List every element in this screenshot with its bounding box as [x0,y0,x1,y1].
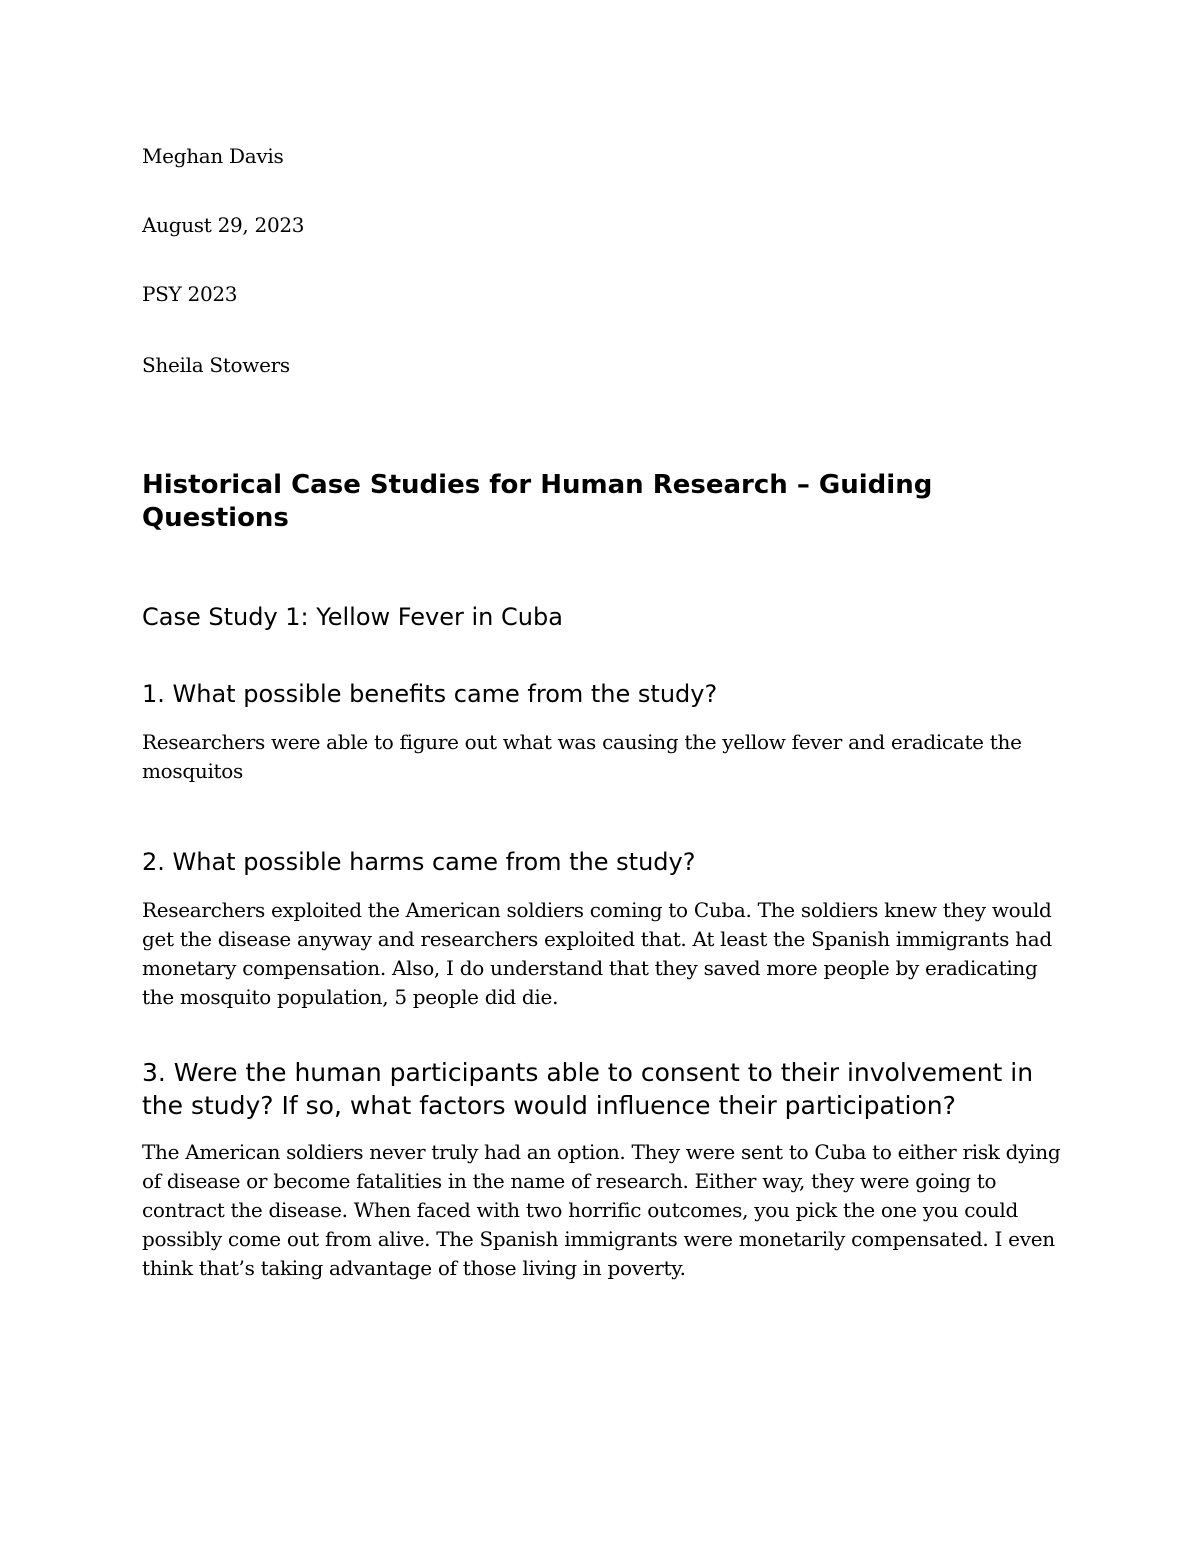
author-name: Meghan Davis [142,144,284,168]
answer-2: Researchers exploited the American soldiers coming to Cuba. The soldiers knew they would get the disease anyway and researchers exploited that. At least the Spanish immigrants had monetary compensation. Also, I do understand that they saved more people by eradicating the mosquito population, 5 people did die. [142,898,1052,1009]
case-study-heading: Case Study 1: Yellow Fever in Cuba [142,603,563,631]
instructor-name: Sheila Stowers [142,353,290,377]
answer-1: Researchers were able to figure out what was causing the yellow fever and eradicate the mosquitos [142,730,1022,783]
document-title: Historical Case Studies for Human Research – Guiding Questions [142,470,933,533]
question-3: 3. Were the human participants able to consent to their involvement in the study? If so, what factors would influence their participation? [142,1058,1034,1120]
question-2: 2. What possible harms came from the study? [142,848,696,876]
course-code: PSY 2023 [142,282,238,306]
submission-date: August 29, 2023 [142,213,305,237]
question-1: 1. What possible benefits came from the study? [142,680,718,708]
answer-3: The American soldiers never truly had an option. They were sent to Cuba to either risk dying of disease or become fatalities in the name of research. Either way, they were going to contract the disease. When faced with two horrific outcomes, you pick the one you could possibly come out from alive. The Spanish immigrants were monetarily compensated. I even think that’s taking advantage of those living in poverty. [142,1140,1061,1280]
